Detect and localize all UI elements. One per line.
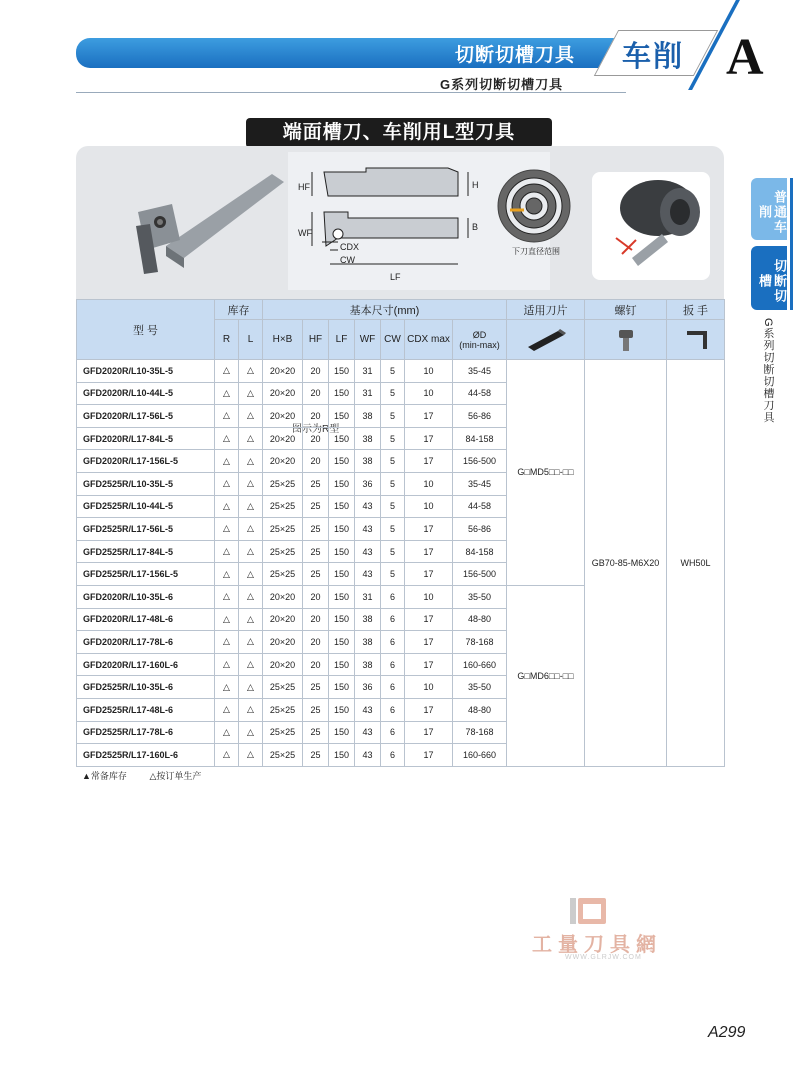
cell-hxb: 20×20	[263, 653, 303, 676]
cell-r: △	[215, 653, 239, 676]
cell-od: 35-50	[453, 585, 507, 608]
cell-r: △	[215, 608, 239, 631]
cell-cw: 6	[381, 744, 405, 767]
col-header-od-label: ØD	[472, 329, 487, 340]
cell-lf: 150	[329, 472, 355, 495]
cell-cw: 5	[381, 450, 405, 473]
cell-wf: 31	[355, 382, 381, 405]
table-row	[77, 360, 725, 383]
cell-l: △	[239, 405, 263, 428]
cell-cw: 5	[381, 540, 405, 563]
cell-hf: 20	[303, 653, 329, 676]
col-header-wrench: 扳 手	[667, 300, 725, 320]
cell-model: GFD2525R/L10-44L-5	[77, 495, 215, 518]
cell-lf: 150	[329, 427, 355, 450]
cell-hxb: 20×20	[263, 608, 303, 631]
cell-cw: 5	[381, 495, 405, 518]
cell-l: △	[239, 382, 263, 405]
col-header-hxb: H×B	[263, 320, 303, 360]
cell-r: △	[215, 563, 239, 586]
legend-stock: ▲常备库存	[82, 771, 127, 781]
page-number: A299	[708, 1024, 746, 1041]
cell-hf: 25	[303, 540, 329, 563]
cell-cdx: 17	[405, 518, 453, 541]
col-header-cdx: CDX max	[405, 320, 453, 360]
legend	[82, 769, 221, 782]
cell-hf: 20	[303, 585, 329, 608]
cell-od: 35-50	[453, 676, 507, 699]
cell-lf: 150	[329, 382, 355, 405]
cell-model: GFD2020R/L10-44L-5	[77, 382, 215, 405]
cell-hxb: 20×20	[263, 382, 303, 405]
hex-key-icon	[681, 327, 711, 353]
cell-l: △	[239, 653, 263, 676]
cell-hf: 20	[303, 608, 329, 631]
cell-wf: 38	[355, 427, 381, 450]
cell-cw: 5	[381, 427, 405, 450]
cell-hf: 20	[303, 450, 329, 473]
cell-insert-group-2: G□MD6□□-□□	[507, 585, 585, 766]
cell-cdx: 10	[405, 472, 453, 495]
cell-hxb: 20×20	[263, 585, 303, 608]
cell-wf: 43	[355, 698, 381, 721]
cell-screw: GB70-85-M6X20	[585, 360, 667, 767]
cell-hf: 20	[303, 631, 329, 654]
cell-cdx: 10	[405, 360, 453, 383]
cell-hxb: 25×25	[263, 563, 303, 586]
cell-l: △	[239, 450, 263, 473]
cell-cdx: 10	[405, 495, 453, 518]
cell-wf: 38	[355, 608, 381, 631]
cell-lf: 150	[329, 744, 355, 767]
cell-r: △	[215, 450, 239, 473]
cell-cw: 5	[381, 563, 405, 586]
cell-model: GFD2020R/L10-35L-5	[77, 360, 215, 383]
cell-od: 78-168	[453, 631, 507, 654]
cell-hf: 20	[303, 405, 329, 428]
insert-icon	[524, 327, 568, 353]
figure-drawings	[76, 146, 724, 301]
cell-l: △	[239, 585, 263, 608]
cell-od: 160-660	[453, 653, 507, 676]
cell-od: 48-80	[453, 608, 507, 631]
cell-r: △	[215, 676, 239, 699]
cell-lf: 150	[329, 563, 355, 586]
cell-cw: 5	[381, 405, 405, 428]
cell-hf: 25	[303, 676, 329, 699]
cell-od: 160-660	[453, 744, 507, 767]
cell-hf: 20	[303, 360, 329, 383]
subtitle: G系列切断切槽刀具	[440, 77, 564, 92]
side-vertical-text: G系列切断切槽刀具	[762, 318, 774, 424]
cell-wf: 38	[355, 405, 381, 428]
cell-r: △	[215, 698, 239, 721]
cell-wf: 31	[355, 360, 381, 383]
cell-model: GFD2525R/L10-35L-5	[77, 472, 215, 495]
cell-wf: 43	[355, 563, 381, 586]
col-header-wf: WF	[355, 320, 381, 360]
cell-r: △	[215, 472, 239, 495]
dim-lf: LF	[390, 272, 401, 282]
category-title: 切断切槽刀具	[455, 45, 576, 66]
cell-model: GFD2525R/L17-56L-5	[77, 518, 215, 541]
col-header-insert: 适用刀片	[507, 300, 585, 320]
cell-wf: 43	[355, 518, 381, 541]
application-photo	[592, 172, 710, 280]
cell-hxb: 20×20	[263, 631, 303, 654]
watermark-logo	[578, 898, 606, 924]
cell-model: GFD2525R/L17-84L-5	[77, 540, 215, 563]
cell-hf: 25	[303, 472, 329, 495]
cell-cw: 6	[381, 698, 405, 721]
dim-b: B	[472, 222, 479, 232]
cell-cdx: 17	[405, 721, 453, 744]
cell-wf: 43	[355, 721, 381, 744]
dim-cw: CW	[340, 255, 355, 265]
col-header-l: L	[239, 320, 263, 360]
dim-wf: WF	[298, 228, 312, 238]
cell-l: △	[239, 495, 263, 518]
cell-r: △	[215, 744, 239, 767]
cell-model: GFD2020R/L17-156L-5	[77, 450, 215, 473]
cell-lf: 150	[329, 631, 355, 654]
cell-hxb: 25×25	[263, 676, 303, 699]
cell-od: 156-500	[453, 450, 507, 473]
cell-od: 78-168	[453, 721, 507, 744]
section-letter: A	[726, 29, 764, 86]
cell-hxb: 25×25	[263, 540, 303, 563]
cell-hf: 25	[303, 518, 329, 541]
col-header-r: R	[215, 320, 239, 360]
cell-lf: 150	[329, 540, 355, 563]
cell-r: △	[215, 631, 239, 654]
cell-r: △	[215, 518, 239, 541]
col-header-screw: 螺钉	[585, 300, 667, 320]
cell-r: △	[215, 540, 239, 563]
cell-model: GFD2020R/L17-78L-6	[77, 631, 215, 654]
cell-hxb: 20×20	[263, 450, 303, 473]
cell-cw: 5	[381, 472, 405, 495]
cell-l: △	[239, 676, 263, 699]
cell-od: 56-86	[453, 405, 507, 428]
cell-l: △	[239, 698, 263, 721]
cell-cdx: 17	[405, 744, 453, 767]
cell-l: △	[239, 563, 263, 586]
cell-cw: 6	[381, 631, 405, 654]
cell-wf: 36	[355, 472, 381, 495]
side-tab-parting-grooving[interactable]: 切断切槽	[751, 246, 787, 310]
cell-hxb: 20×20	[263, 405, 303, 428]
cell-wf: 43	[355, 495, 381, 518]
cell-od: 84-158	[453, 540, 507, 563]
cell-model: GFD2020R/L17-56L-5	[77, 405, 215, 428]
cell-hxb: 25×25	[263, 518, 303, 541]
cell-cdx: 17	[405, 608, 453, 631]
cell-od: 44-58	[453, 382, 507, 405]
cell-hxb: 25×25	[263, 495, 303, 518]
cell-model: GFD2020R/L17-48L-6	[77, 608, 215, 631]
cell-wf: 38	[355, 450, 381, 473]
cell-lf: 150	[329, 698, 355, 721]
cell-od: 35-45	[453, 360, 507, 383]
cell-r: △	[215, 360, 239, 383]
cell-wrench: WH50L	[667, 360, 725, 767]
section-title: 端面槽刀、车削用L型刀具	[246, 118, 552, 148]
watermark-logo-bar	[570, 898, 576, 924]
cell-cdx: 17	[405, 698, 453, 721]
watermark-url: WWW.GLRJW.COM	[565, 954, 642, 961]
cell-hf: 25	[303, 744, 329, 767]
tool-photo	[136, 174, 284, 274]
cell-l: △	[239, 608, 263, 631]
cell-cdx: 17	[405, 540, 453, 563]
cell-od: 84-158	[453, 427, 507, 450]
cell-hxb: 25×25	[263, 721, 303, 744]
col-header-lf: LF	[329, 320, 355, 360]
cell-hf: 25	[303, 495, 329, 518]
dim-cdx: CDX	[340, 242, 360, 252]
cell-model: GFD2525R/L10-35L-6	[77, 676, 215, 699]
cell-model: GFD2525R/L17-48L-6	[77, 698, 215, 721]
cell-lf: 150	[329, 608, 355, 631]
cell-cw: 6	[381, 653, 405, 676]
cell-wf: 36	[355, 676, 381, 699]
figure-caption: 图示为R型	[292, 424, 340, 435]
cell-l: △	[239, 472, 263, 495]
cell-lf: 150	[329, 450, 355, 473]
diameter-note: 下刀直径范围	[512, 247, 560, 256]
cell-l: △	[239, 540, 263, 563]
cell-r: △	[215, 495, 239, 518]
cell-cdx: 17	[405, 563, 453, 586]
screw-icon	[611, 327, 641, 353]
cell-wf: 43	[355, 744, 381, 767]
col-header-dims: 基本尺寸(mm)	[263, 300, 507, 320]
cell-lf: 150	[329, 518, 355, 541]
cell-lf: 150	[329, 653, 355, 676]
cell-cdx: 10	[405, 676, 453, 699]
cell-hf: 20	[303, 382, 329, 405]
cell-hxb: 25×25	[263, 698, 303, 721]
cell-cdx: 17	[405, 405, 453, 428]
col-header-cw: CW	[381, 320, 405, 360]
cell-lf: 150	[329, 495, 355, 518]
wrench-image-cell	[667, 320, 725, 360]
cell-l: △	[239, 744, 263, 767]
col-header-hf: HF	[303, 320, 329, 360]
cell-wf: 38	[355, 653, 381, 676]
side-tab-general-turning[interactable]: 普通车削	[751, 178, 787, 240]
cell-cdx: 17	[405, 631, 453, 654]
watermark-text: 工量刀具網	[532, 934, 662, 956]
cell-cdx: 17	[405, 653, 453, 676]
cell-model: GFD2020R/L17-84L-5	[77, 427, 215, 450]
cell-l: △	[239, 360, 263, 383]
cell-insert-group-1: G□MD5□□-□□	[507, 360, 585, 586]
cell-cw: 6	[381, 721, 405, 744]
section-badge-label: 车削	[622, 41, 685, 73]
cell-model: GFD2020R/L10-35L-6	[77, 585, 215, 608]
cell-wf: 43	[355, 540, 381, 563]
cell-hf: 25	[303, 563, 329, 586]
cell-hxb: 20×20	[263, 427, 303, 450]
cell-model: GFD2525R/L17-160L-6	[77, 744, 215, 767]
cell-od: 35-45	[453, 472, 507, 495]
cell-r: △	[215, 585, 239, 608]
cell-cw: 6	[381, 585, 405, 608]
dim-h: H	[472, 180, 479, 190]
col-header-model: 型 号	[77, 300, 215, 360]
cell-wf: 38	[355, 631, 381, 654]
dim-hf: HF	[298, 182, 310, 192]
cell-od: 48-80	[453, 698, 507, 721]
cell-hf: 25	[303, 698, 329, 721]
cell-l: △	[239, 427, 263, 450]
col-header-stock: 库存	[215, 300, 263, 320]
cell-l: △	[239, 721, 263, 744]
cell-lf: 150	[329, 360, 355, 383]
cell-hxb: 25×25	[263, 472, 303, 495]
cell-wf: 31	[355, 585, 381, 608]
cell-cw: 5	[381, 360, 405, 383]
cell-cdx: 10	[405, 585, 453, 608]
cell-cdx: 10	[405, 382, 453, 405]
cell-model: GFD2020R/L17-160L-6	[77, 653, 215, 676]
col-header-od	[453, 320, 507, 360]
legend-order: △按订单生产	[149, 771, 202, 781]
cell-model: GFD2525R/L17-156L-5	[77, 563, 215, 586]
cell-od: 56-86	[453, 518, 507, 541]
spec-table	[76, 299, 725, 767]
cell-od: 44-58	[453, 495, 507, 518]
cell-hf: 25	[303, 721, 329, 744]
cell-lf: 150	[329, 405, 355, 428]
insert-image-cell	[507, 320, 585, 360]
cell-lf: 150	[329, 676, 355, 699]
cell-hxb: 20×20	[263, 360, 303, 383]
cell-r: △	[215, 427, 239, 450]
cell-cw: 6	[381, 608, 405, 631]
cell-lf: 150	[329, 721, 355, 744]
cell-cw: 5	[381, 518, 405, 541]
cell-hf: 20	[303, 427, 329, 450]
side-tab-indicator	[790, 178, 793, 310]
cell-hxb: 25×25	[263, 744, 303, 767]
cell-cdx: 17	[405, 450, 453, 473]
cell-l: △	[239, 518, 263, 541]
cell-model: GFD2525R/L17-78L-6	[77, 721, 215, 744]
cell-r: △	[215, 382, 239, 405]
cell-lf: 150	[329, 585, 355, 608]
cell-l: △	[239, 631, 263, 654]
cell-r: △	[215, 405, 239, 428]
cell-cw: 6	[381, 676, 405, 699]
header-rule	[76, 92, 626, 93]
screw-image-cell	[585, 320, 667, 360]
cell-r: △	[215, 721, 239, 744]
cell-cdx: 17	[405, 427, 453, 450]
cell-od: 156-500	[453, 563, 507, 586]
cell-cw: 5	[381, 382, 405, 405]
col-header-od-range: (min-max)	[459, 339, 500, 350]
